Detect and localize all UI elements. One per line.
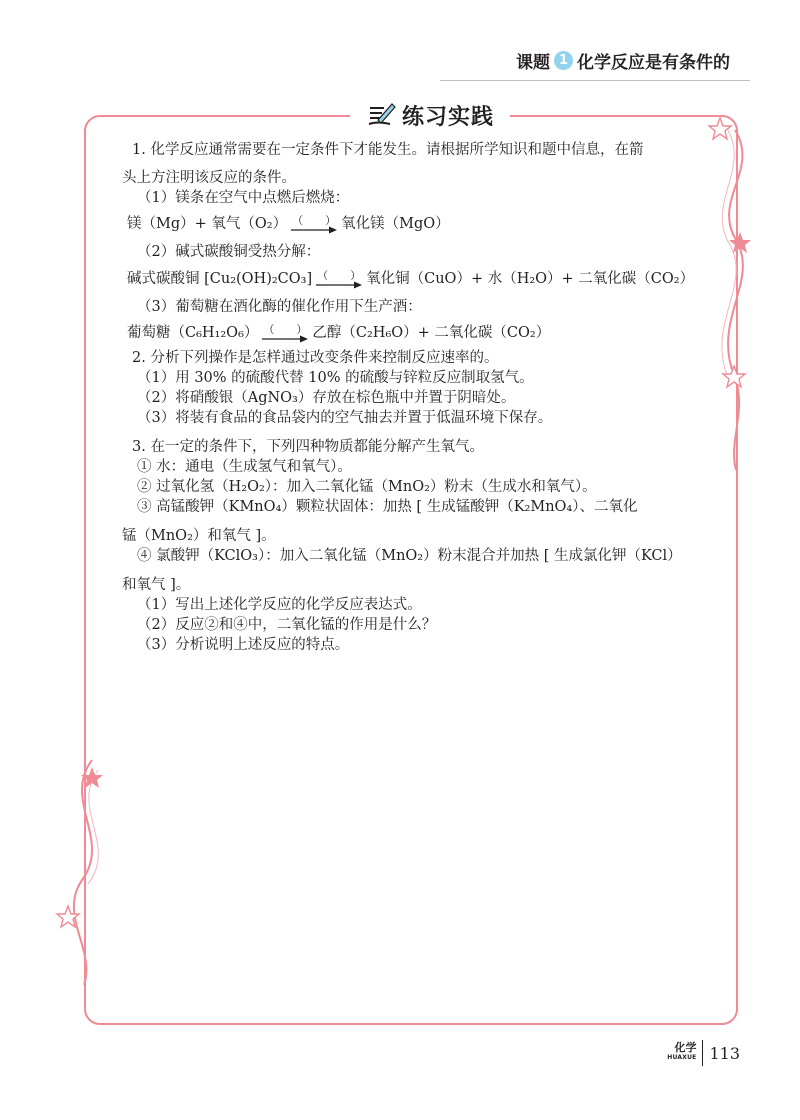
subject-cn: 化学	[674, 1041, 697, 1054]
reaction-right: 氧化镁（MgO）	[341, 216, 450, 232]
arrow-right-icon	[291, 226, 337, 234]
reaction-left: 镁（Mg）+ 氧气（O₂）	[127, 216, 288, 232]
condition-blank[interactable]: （ ）	[292, 214, 337, 227]
page-number: 113	[709, 1043, 740, 1063]
q3-sub2: （2）反应②和④中，二氧化锰的作用是什么？	[137, 617, 437, 633]
q3-item4-line1: ④ 氯酸钾（KClO₃）：加入二氧化锰（MnO₂）粉末混合并加热 [ 生成氯化钾（KCl）	[137, 548, 682, 564]
q1-reaction1	[127, 214, 722, 234]
q3-item3-line1: ③ 高锰酸钾（KMnO₄）颗粒状固体：加热 [ 生成锰酸钾（K₂MnO₄）、二氧化	[137, 499, 638, 515]
q1-sub2: （2）碱式碳酸铜受热分解：	[137, 244, 321, 260]
q1-reaction2	[127, 269, 722, 289]
reaction-arrow	[291, 215, 337, 234]
q3-sub3: （3）分析说明上述反应的特点。	[137, 637, 350, 653]
lesson-title: 化学反应是有条件的	[577, 52, 730, 73]
arrow-right-icon	[262, 335, 308, 343]
lesson-number-badge: 1	[554, 51, 573, 70]
q1-sub1: （1）镁条在空气中点燃后燃烧：	[137, 190, 350, 206]
condition-blank[interactable]: （ ）	[317, 269, 362, 282]
notebook-pencil-icon	[366, 100, 396, 130]
header-divider	[440, 80, 750, 81]
arrow-right-icon	[316, 281, 362, 289]
q3-item4-line2: 和氧气 ]。	[122, 577, 191, 593]
section-title	[350, 96, 510, 134]
page-footer	[667, 1040, 740, 1066]
section-title-text: 练习实践	[401, 104, 494, 130]
footer-divider	[702, 1040, 703, 1066]
q3-item1: ① 水：通电（生成氢气和氧气）。	[137, 459, 352, 475]
q1-intro-line2: 头上方注明该反应的条件。	[122, 170, 296, 186]
reaction-right: 乙醇（C₂H₆O）+ 二氧化碳（CO₂）	[312, 325, 551, 341]
subject-label	[667, 1043, 696, 1063]
q2-sub1: （1）用 30% 的硫酸代替 10% 的硫酸与锌粒反应制取氢气。	[137, 370, 534, 386]
reaction-arrow	[262, 324, 308, 343]
reaction-left: 葡萄糖（C₆H₁₂O₆）	[127, 325, 259, 341]
lesson-prefix: 课题	[516, 52, 550, 73]
exercise-content	[122, 140, 722, 655]
q3-item2: ② 过氧化氢（H₂O₂）：加入二氧化锰（MnO₂）粉末（生成水和氧气）。	[137, 479, 597, 495]
reaction-right: 氧化铜（CuO）+ 水（H₂O）+ 二氧化碳（CO₂）	[366, 271, 695, 287]
q2-intro: 2. 分析下列操作是怎样通过改变条件来控制反应速率的。	[132, 350, 499, 366]
reaction-arrow	[316, 270, 362, 289]
q3-intro: 3. 在一定的条件下，下列四种物质都能分解产生氧气。	[132, 439, 484, 455]
star-outline-icon	[57, 906, 79, 927]
q3-item3-line2: 锰（MnO₂）和氧气 ]。	[122, 528, 276, 544]
q1-reaction3	[127, 323, 722, 343]
page-header	[516, 48, 730, 72]
q1-sub3: （3）葡萄糖在酒化酶的催化作用下生产酒：	[137, 299, 422, 315]
q2-sub2: （2）将硝酸银（AgNO₃）存放在棕色瓶中并置于阴暗处。	[137, 390, 516, 406]
q1-intro-line1: 1. 化学反应通常需要在一定条件下才能发生。请根据所学知识和题中信息，在箭	[132, 142, 644, 158]
q3-sub1: （1）写出上述化学反应的化学反应表达式。	[137, 597, 422, 613]
reaction-left: 碱式碳酸铜 [Cu₂(OH)₂CO₃]	[127, 271, 313, 287]
condition-blank[interactable]: （ ）	[263, 323, 308, 336]
q2-sub3: （3）将装有食品的食品袋内的空气抽去并置于低温环境下保存。	[137, 410, 553, 426]
subject-en: HUAXUE	[667, 1054, 697, 1061]
